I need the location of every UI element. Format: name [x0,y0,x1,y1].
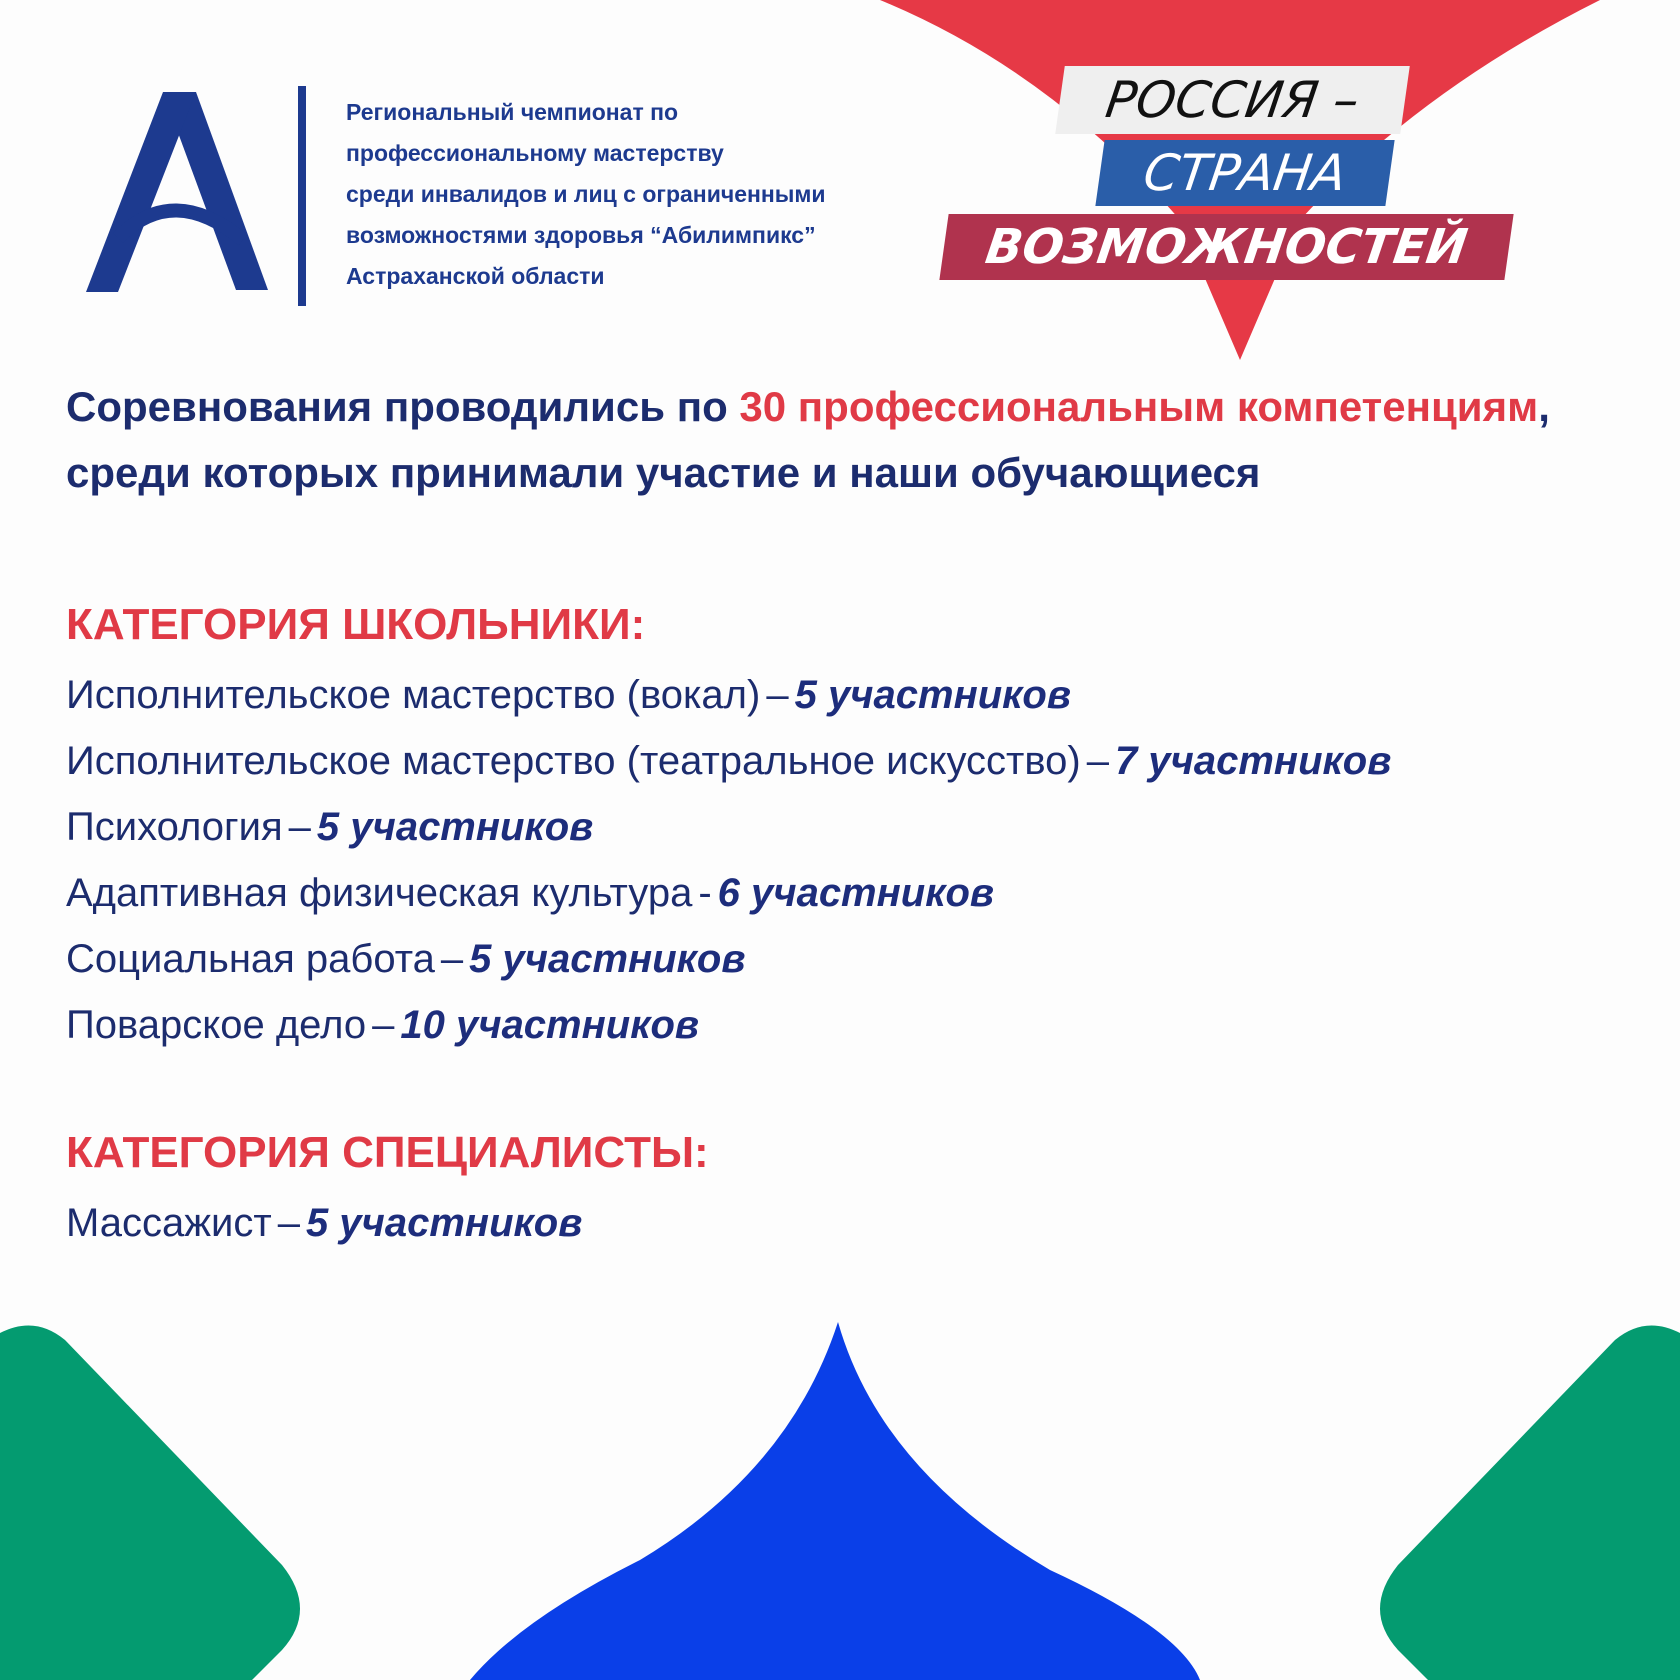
list-item [66,926,1646,992]
separator: - [698,871,712,915]
competence-name: Психология [66,805,283,849]
logo-divider [298,86,306,306]
separator: – [440,937,464,981]
separator: – [766,673,789,717]
separator: – [1086,739,1109,783]
category-list-specialists [66,1190,1646,1256]
green-left-shape [0,1325,300,1680]
list-item [66,992,1646,1058]
title-line: профессиональному мастерству [346,140,724,166]
participant-count: 5 участников [316,805,594,849]
blue-triangle-shape [470,1322,1200,1680]
intro-highlight: 30 профессиональным компетенциям [739,383,1539,430]
participant-count: 5 участников [794,673,1072,717]
slogan-line-3: ВОЗМОЖНОСТЕЙ [939,214,1513,280]
intro-text: Соревнования проводились по [66,383,740,430]
title-line: возможностями здоровья “Абилимпикс” [346,222,816,248]
list-item [66,860,1646,926]
green-right-shape [1380,1325,1680,1680]
participant-count: 5 участников [305,1201,583,1245]
participant-count: 7 участников [1114,739,1392,783]
slogan-line-2: СТРАНА [1095,140,1394,206]
slogan-line-1: РОССИЯ – [1055,66,1410,134]
abilympics-logo-icon [78,62,278,322]
separator: – [277,1201,300,1245]
participant-count: 10 участников [400,1003,700,1047]
competence-name: Адаптивная физическая культура [66,871,693,915]
competence-name: Поварское дело [66,1003,367,1047]
category-heading-specialists: КАТЕГОРИЯ СПЕЦИАЛИСТЫ: [66,1128,709,1177]
participant-count: 5 участников [469,937,746,981]
separator: – [372,1003,395,1047]
title-line: среди инвалидов и лиц с ограниченными [346,181,826,207]
category-list-schoolchildren [66,662,1646,1058]
list-item [66,794,1646,860]
intro-text-end: , среди которых принимали участие и наши обучающиеся [66,383,1550,496]
intro-paragraph [66,374,1626,506]
competence-name: Исполнительское мастерство (театральное искусство) [66,739,1081,783]
separator: – [288,805,311,849]
category-heading-schoolchildren: КАТЕГОРИЯ ШКОЛЬНИКИ: [66,600,646,649]
championship-title [346,92,906,297]
list-item [66,662,1646,728]
list-item [66,1190,1646,1256]
competence-name: Массажист [66,1201,272,1245]
title-line: Региональный чемпионат по [346,99,679,125]
title-line: Астраханской области [346,263,605,289]
competence-name: Социальная работа [66,937,435,981]
list-item [66,728,1646,794]
competence-name: Исполнительское мастерство (вокал) [66,673,761,717]
participant-count: 6 участников [717,871,995,915]
